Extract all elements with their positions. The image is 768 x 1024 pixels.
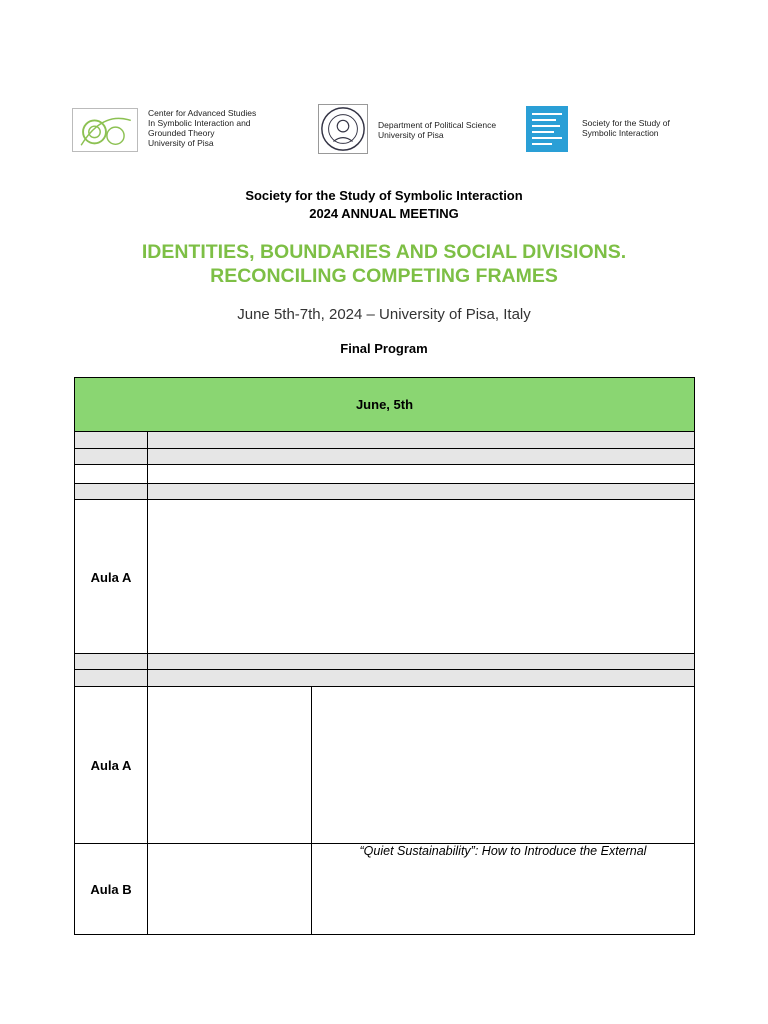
university-seal-icon bbox=[318, 104, 368, 154]
logo-line: Symbolic Interaction bbox=[582, 128, 659, 138]
table-row bbox=[75, 654, 694, 670]
title-line-2: RECONCILING COMPETING FRAMES bbox=[210, 265, 558, 287]
day-header: June, 5th bbox=[75, 378, 694, 432]
unipi-logo bbox=[318, 104, 496, 154]
room-label: Aula A bbox=[90, 758, 132, 773]
spiral-logo-icon bbox=[72, 108, 138, 152]
room-label: Aula B bbox=[90, 881, 132, 897]
program-table bbox=[74, 377, 695, 935]
logo-line: In Symbolic Interaction and bbox=[148, 118, 251, 128]
table-row bbox=[75, 500, 694, 654]
table-row bbox=[75, 432, 694, 449]
logo-line: Grounded Theory bbox=[148, 128, 215, 138]
logo-line: Center for Advanced Studies bbox=[148, 108, 257, 118]
table-row bbox=[75, 449, 694, 465]
conference-title bbox=[0, 240, 768, 288]
society-heading: Society for the Study of Symbolic Interaction bbox=[245, 188, 523, 203]
table-row bbox=[75, 465, 694, 484]
logo-line: Department of Political Science bbox=[378, 120, 497, 130]
sssi-logo-icon bbox=[526, 106, 568, 152]
final-program-heading: Final Program bbox=[340, 341, 428, 356]
room-label: Aula A bbox=[90, 569, 132, 585]
table-row bbox=[75, 670, 694, 687]
cas-logo bbox=[72, 108, 256, 152]
logo-line: Society for the Study of bbox=[582, 118, 670, 128]
title-line-1: IDENTITIES, BOUNDARIES AND SOCIAL DIVISIONS. bbox=[141, 241, 627, 263]
conference-dates: June 5th-7th, 2024 – University of Pisa, Italy bbox=[237, 306, 531, 323]
meeting-heading: 2024 ANNUAL MEETING bbox=[309, 206, 459, 221]
table-row bbox=[75, 484, 694, 500]
logo-line: University of Pisa bbox=[378, 130, 444, 140]
sssi-logo bbox=[526, 106, 670, 152]
column-divider bbox=[147, 432, 148, 934]
logo-line: University of Pisa bbox=[148, 138, 214, 148]
table-row bbox=[75, 687, 694, 844]
logo-bar bbox=[0, 100, 768, 156]
column-divider bbox=[311, 687, 312, 934]
talk-title: “Quiet Sustainability”: How to Introduce the External bbox=[359, 844, 647, 858]
